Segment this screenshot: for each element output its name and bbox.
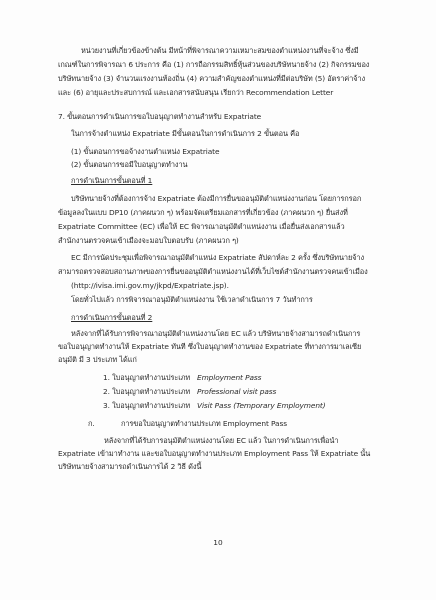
paragraph-line: โดยทั่วไปแล้ว การพิจารณาอนุมัติตำแหน่งงาน ใช้เวลาดำเนินการ 7 วันทำการ xyxy=(71,295,313,304)
paragraph-line: บริษัทนายจ้างที่ต้องการจ้าง Expatriate ต้องมีการยื่นขออนุมัติตำแหน่งงานก่อน โดยการกรอก xyxy=(71,194,362,203)
paragraph-line: (http://ivisa.imi.gov.my/jkpd/Expatriate.jsp). xyxy=(71,281,229,290)
paragraph-line: บริษัทนายจ้าง (3) จำนวนแรงงานท้องถิ่น (4) ความสำคัญของตำแหน่งที่มีต่อบริษัท (5) อัตราค่าจ้าง xyxy=(58,74,365,83)
paragraph-line: ในการจ้างตำแหน่ง Expatriate มีขั้นตอนในการดำเนินการ 2 ขั้นตอน คือ xyxy=(71,129,300,138)
paragraph-line: สำนักงานตรวจคนเข้าเมืองจะมอบใบตอบรับ (ภาคผนวก ๆ) xyxy=(58,236,239,245)
list-item: (1) ขั้นตอนการขอจ้างงานตำแหน่ง Expatriate xyxy=(71,147,220,156)
list-item: (2) ขั้นตอนการขอมีใบอนุญาตทำงาน xyxy=(71,160,188,169)
list-item-label: 2. ใบอนุญาตทำงานประเภท xyxy=(103,387,191,396)
paragraph-line: และ (6) อายุและประสบการณ์ และเอกสารสนับสนุน เรียกว่า Recommendation Letter xyxy=(58,88,334,97)
paragraph-line: หลังจากที่ได้รับการพิจารณาอนุมัติตำแหน่งงานโดย EC แล้ว บริษัทนายจ้างสามารถดำเนินการ xyxy=(71,329,361,338)
paragraph-line: Expatriate เข้ามาทำงาน และขอใบอนุญาตทำงานประเภท Employment Pass ให้ Expatriate นั้น xyxy=(58,449,371,458)
paragraph-line: Expatriate Committee (EC) เพื่อให้ EC พิจารณาอนุมัติตำแหน่งงาน เมื่อยื่นส่งเอกสารแล้ว xyxy=(58,222,345,231)
item-marker: ก. xyxy=(88,419,95,428)
list-item-label: 1. ใบอนุญาตทำงานประเภท xyxy=(103,373,191,382)
paragraph-line: เกณฑ์ในการพิจารณา 6 ประการ คือ (1) การถือกรรมสิทธิ์หุ้นส่วนของบริษัทนายจ้าง (2) กิจกรรมของ xyxy=(58,60,370,69)
subsection-heading: การขอใบอนุญาตทำงานประเภท Employment Pass xyxy=(121,419,287,428)
paragraph-line: ข้อมูลลงในแบบ DP10 (ภาคผนวก ๆ) พร้อมจัดเตรียมเอกสารที่เกี่ยวข้อง (ภาคผนวก ๆ) ยื่นส่งที่ xyxy=(58,208,348,217)
paragraph-line: บริษัทนายจ้างสามารถดำเนินการได้ 2 วิธี ดังนี้ xyxy=(58,462,202,471)
paragraph-line: EC มีการนัดประชุมเพื่อพิจารณาอนุมัติตำแหน่ง Expatriate สัปดาห์ละ 2 ครั้ง ซึ่งบริษัทนายจ้าง xyxy=(71,253,364,262)
paragraph-line: หน่วยงานที่เกี่ยวข้องข้างต้น มีหน้าที่พิจารณาความเหมาะสมของตำแหน่งงานที่จะจ้าง ซึ่งมี xyxy=(81,46,359,55)
list-item-pass-type: Visit Pass (Temporary Employment) xyxy=(197,401,326,410)
paragraph-line: หลังจากที่ได้รับการอนุมัติตำแหน่งงานโดย EC แล้ว ในการดำเนินการเพื่อนำ xyxy=(104,436,339,445)
paragraph-line: ขอใบอนุญาตทำงานให้ Expatriate ทันที ซึ่งใบอนุญาตทำงานของ Expatriate ที่ทางการมาเลเซีย xyxy=(58,342,362,351)
section-heading: 7. ขั้นตอนการดำเนินการขอใบอนุญาตทำงานสำหรับ Expatriate xyxy=(58,112,262,121)
page-number: 10 xyxy=(213,538,223,547)
paragraph-line: สามารถตรวจสอบสถานภาพของการยื่นขออนุมัติตำแหน่งงานได้ที่เว็บไซต์สำนักงานตรวจคนเข้าเมือง xyxy=(58,267,368,276)
list-item-label: 3. ใบอนุญาตทำงานประเภท xyxy=(103,401,191,410)
subheading-step-2: การดำเนินการขั้นตอนที่ 2 xyxy=(71,313,153,322)
list-item-pass-type: Professional visit pass xyxy=(197,387,277,396)
subheading-step-1: การดำเนินการขั้นตอนที่ 1 xyxy=(71,176,153,185)
paragraph-line: อนุมัติ มี 3 ประเภท ได้แก่ xyxy=(58,355,137,364)
list-item-pass-type: Employment Pass xyxy=(197,373,262,382)
